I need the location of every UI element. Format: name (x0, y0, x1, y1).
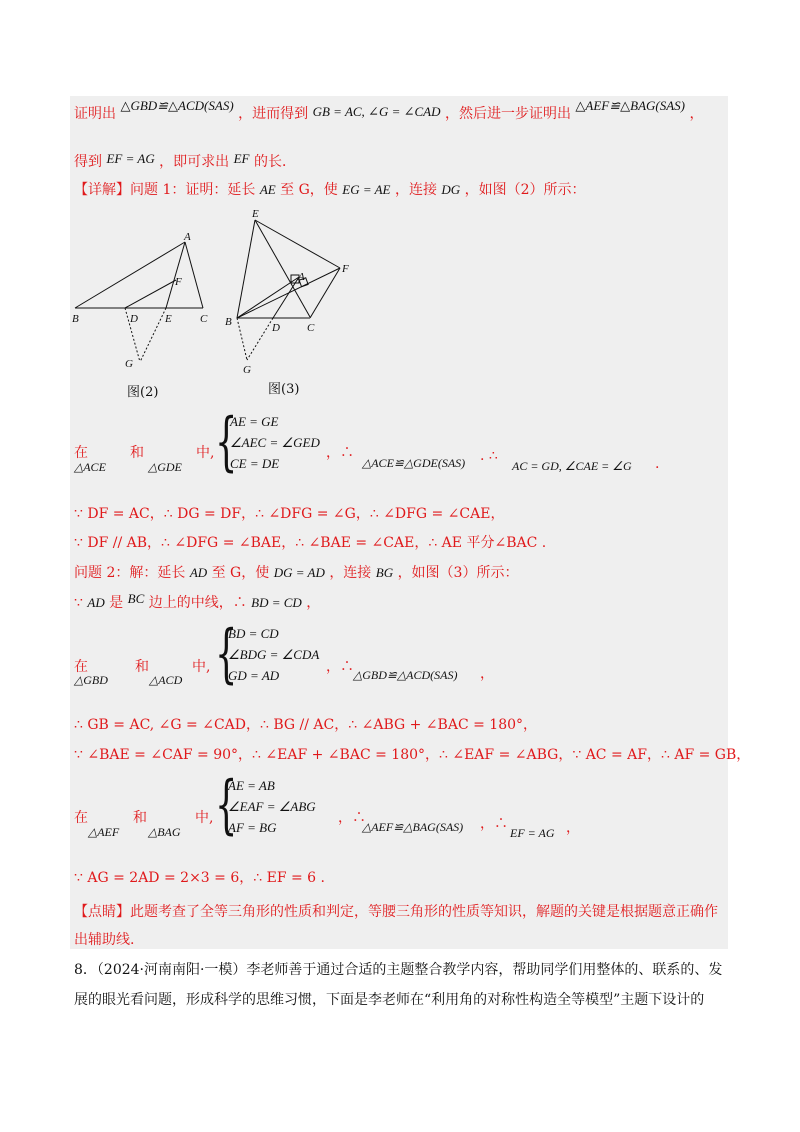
text-zai: 在 (74, 659, 88, 675)
label-c: C (307, 322, 315, 334)
formula: AD (87, 595, 105, 610)
detail-text: 问题 1：证明：延长 (130, 182, 256, 198)
formula: △GBD≌△ACD(SAS) (120, 98, 234, 113)
punctuation: ， (566, 820, 580, 836)
median-line (74, 593, 320, 613)
hint-text: 的长． (253, 154, 296, 170)
q2-text: ，如图（3）所示： (397, 565, 519, 581)
formula: △AEF≌△BAG(SAS) (575, 98, 686, 113)
median-text: ∵ (74, 595, 83, 611)
equation-system (228, 775, 316, 838)
left-brace: { (215, 768, 238, 842)
therefore-text: ，∴ (480, 816, 508, 832)
formula: DG (441, 182, 461, 197)
triangle-label: △ACD (149, 673, 183, 687)
equation: AF = BG (228, 820, 277, 835)
detail-heading: 【详解】 (74, 182, 130, 198)
text-zhong: 中, (195, 810, 214, 826)
result: EF = AG (510, 826, 555, 840)
hint-text: ， (689, 106, 704, 122)
label-g: G (243, 364, 251, 376)
q2-text: 至 G，使 (211, 565, 270, 581)
equation-system (230, 411, 320, 474)
text-he: 和 (130, 445, 144, 461)
left-brace: { (215, 617, 238, 691)
segment-ac (185, 242, 203, 308)
reasoning-line-ag: ∵ AG = 2AD = 2×3 = 6，∴ EF = 6 . (74, 870, 325, 886)
median-text: ， (306, 595, 321, 611)
hint-text: ，即可求出 (159, 154, 230, 170)
formula: EF = AG (106, 151, 155, 166)
figure-2-caption: 图(2) (127, 385, 159, 400)
triangle-label: △GDE (148, 460, 182, 474)
therefore-text: ，∴ (326, 445, 354, 461)
label-e: E (252, 208, 259, 220)
figure-2-diagram (70, 230, 220, 380)
equation: CE = DE (230, 456, 280, 471)
median-text: 边上的中线，∴ (148, 595, 247, 611)
detail-text: ，连接 (394, 182, 437, 198)
hint-text: 得到 (74, 154, 102, 170)
comment-line-2: 出辅助线. (74, 932, 135, 948)
triangle-label: △BAG (148, 825, 181, 839)
text-zhong: 中, (192, 659, 211, 675)
hint-line-2 (74, 152, 296, 172)
q2-text: 问题 2：解：延长 (74, 565, 186, 581)
congruence-conclusion: △GBD≌△ACD(SAS) (353, 668, 458, 682)
label-f: F (175, 276, 182, 288)
label-e: E (165, 313, 172, 325)
formula: AE (259, 182, 276, 197)
formula: DG = AD (273, 565, 325, 580)
formula: EG = AE (342, 182, 391, 197)
segment-eb (237, 220, 255, 318)
segment-ba (237, 277, 299, 318)
detail-text: ，如图（2）所示： (464, 182, 586, 198)
text-zai: 在 (74, 810, 88, 826)
equation: ∠AEC = ∠GED (230, 435, 320, 450)
question-2-line (74, 563, 518, 583)
left-brace: { (215, 405, 238, 479)
text-zhong: 中, (196, 445, 215, 461)
reasoning-line-gb: ∴ GB = AC, ∠G = ∠CAD，∴ BG // AC，∴ ∠ABG + ∠BAC = 180°， (74, 717, 538, 733)
segment-eg-dashed (140, 308, 166, 362)
segment-ef (255, 220, 340, 268)
result: AC = GD, ∠CAE = ∠G (512, 459, 632, 473)
punctuation: ， (480, 666, 494, 682)
formula: BG (375, 565, 394, 580)
median-text: 是 (109, 595, 124, 611)
reasoning-line-df: ∵ DF = AC，∴ DG = DF，∴ ∠DFG = ∠G，∴ ∠DFG = ∠CAE， (74, 506, 505, 522)
figure-3-diagram (225, 205, 365, 380)
label-b: B (225, 316, 232, 328)
congruence-conclusion: △ACE≌△GDE(SAS) (362, 456, 466, 470)
reasoning-line-bae: ∵ ∠BAE = ∠CAF = 90°，∴ ∠EAF + ∠BAC = 180°，∴ ∠EAF = ∠ABG，∵ AC = AF，∴ AF = GB， (74, 747, 751, 763)
hint-text: ，然后进一步证明出 (444, 106, 571, 122)
figure-3-caption: 图(3) (268, 382, 300, 397)
formula: AD (189, 565, 208, 580)
text-he: 和 (133, 810, 147, 826)
hint-text: ，进而得到 (238, 106, 309, 122)
hint-line-1 (74, 98, 704, 124)
q2-text: ，连接 (329, 565, 372, 581)
therefore-text: . ∴ (480, 448, 498, 464)
label-c: C (200, 313, 208, 325)
label-d: D (272, 322, 280, 334)
comment-line-1: 【点睛】此题考查了全等三角形的性质和判定，等腰三角形的性质等知识，解题的关键是根据题意正确作 (74, 904, 718, 920)
problem-8-line-2: 展的眼光看问题，形成科学的思维习惯，下面是李老师在“利用角的对称性构造全等模型”主题下设计的 (74, 992, 705, 1008)
label-b: B (72, 313, 79, 325)
reasoning-line-parallel: ∵ DF // AB，∴ ∠DFG = ∠BAE，∴ ∠BAE = ∠CAE，∴ AE 平分∠BAC . (74, 535, 547, 551)
triangle-label: △ACE (74, 460, 106, 474)
formula: BC (127, 591, 145, 606)
equation: ∠BDG = ∠CDA (228, 647, 320, 662)
hint-text: 证明出 (74, 106, 116, 122)
text-zai: 在 (74, 445, 88, 461)
label-d: D (130, 313, 138, 325)
triangle-label: △GBD (74, 673, 108, 687)
equation: BD = CD (228, 626, 279, 641)
label-a: A (184, 231, 191, 243)
label-a: A (298, 271, 305, 283)
label-g: G (125, 358, 133, 370)
therefore-text: ，∴ (338, 810, 366, 826)
equation: ∠EAF = ∠ABG (228, 799, 316, 814)
formula: EF (233, 151, 250, 166)
segment-df (125, 280, 176, 308)
equation: AE = GE (230, 414, 279, 429)
formula: BD = CD (251, 595, 302, 610)
detail-line (74, 180, 586, 200)
formula: GB = AC, ∠G = ∠CAD (312, 104, 441, 119)
segment-bg-dashed (237, 318, 247, 360)
punctuation: . (655, 456, 660, 472)
equation: AE = AB (228, 778, 275, 793)
triangle-label: △AEF (88, 825, 120, 839)
equation-system (228, 623, 319, 686)
label-f: F (342, 263, 349, 275)
text-he: 和 (135, 659, 149, 675)
segment-dg-dashed (247, 318, 273, 360)
congruence-conclusion: △AEF≌△BAG(SAS) (362, 820, 464, 834)
therefore-text: ，∴ (326, 659, 354, 675)
problem-8-line-1: 8．（2024·河南南阳·一模）李老师善于通过合适的主题整合教学内容，帮助同学们用整体的、联系的、发 (74, 962, 723, 978)
equation: GD = AD (228, 668, 280, 683)
detail-text: 至 G，使 (280, 182, 338, 198)
